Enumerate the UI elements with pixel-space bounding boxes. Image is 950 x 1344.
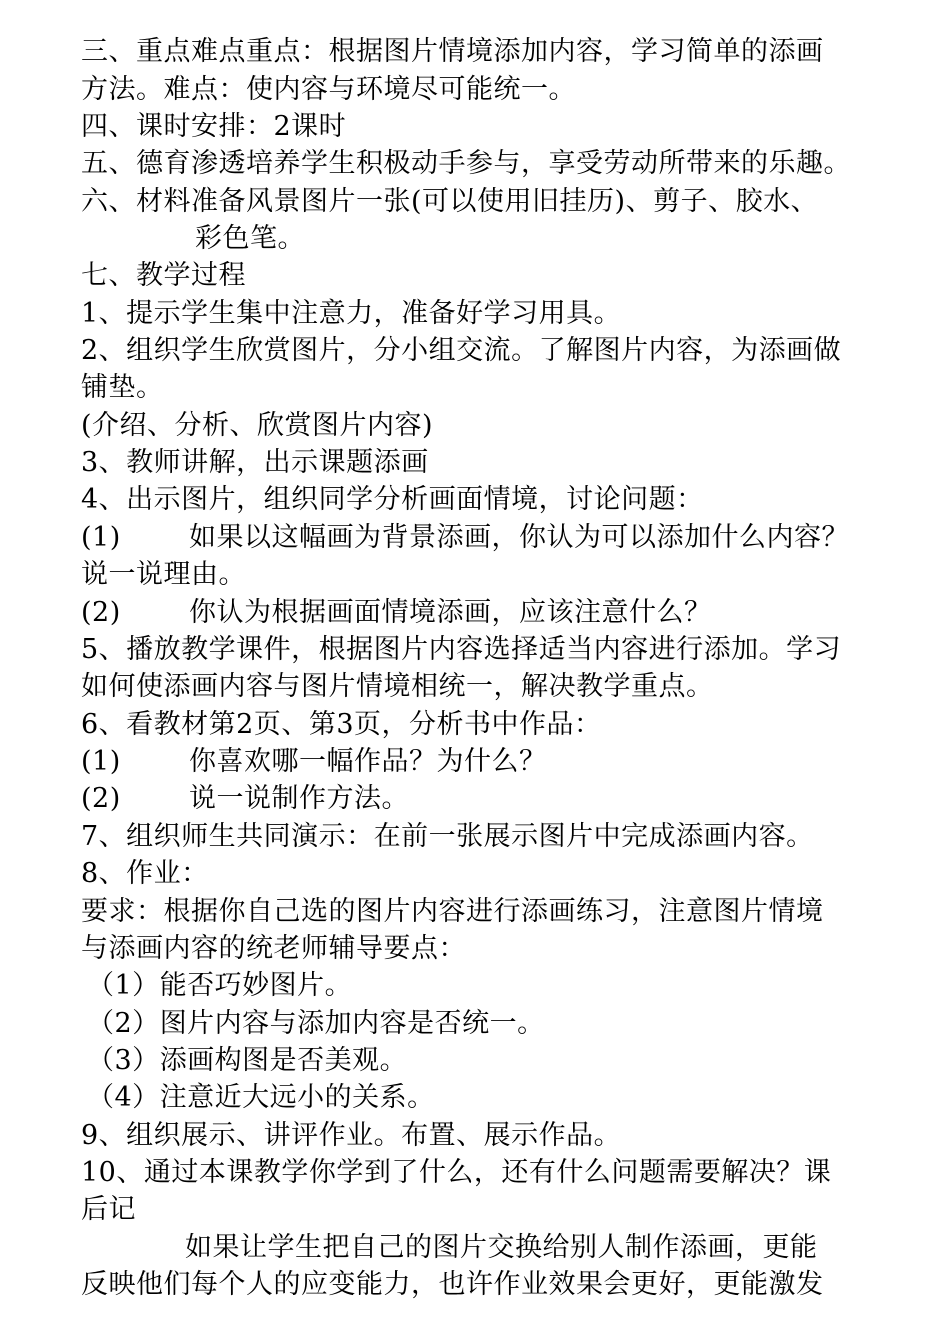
- step-4-question-1: [81, 519, 849, 556]
- point-number: （1）: [87, 970, 160, 1001]
- step-5-line-1: 5、播放教学课件，根据图片内容选择适当内容进行添加。学习: [81, 634, 842, 665]
- step-6-question-1: [81, 743, 547, 780]
- section-6-line-1: 六、材料准备风景图片一张(可以使用旧挂历)、剪子、胶水、: [81, 186, 819, 217]
- question-text: 你认为根据画面情境添画，应该注意什么？: [189, 597, 712, 628]
- point-text: 添画构图是否美观。: [159, 1045, 408, 1076]
- reflection-line-2: 反映他们每个人的应变能力，也许作业效果会更好，更能激发: [81, 1269, 824, 1300]
- step-7: 7、组织师生共同演示：在前一张展示图片中完成添画内容。: [81, 821, 814, 852]
- point-text: 能否巧妙图片。: [159, 970, 353, 1001]
- question-text: 如果以这幅画为背景添画，你认为可以添加什么内容？: [189, 522, 849, 553]
- point-number: （4）: [87, 1082, 160, 1113]
- guidance-point-1: [81, 967, 352, 1004]
- step-10-line-2: 后记: [81, 1194, 136, 1225]
- question-text: 说一说制作方法。: [189, 783, 409, 814]
- point-number: （2）: [87, 1008, 160, 1039]
- point-text: 注意近大远小的关系。: [159, 1082, 435, 1113]
- step-9: 9、组织展示、讲评作业。布置、展示作品。: [81, 1120, 622, 1151]
- question-number: (2): [81, 783, 121, 814]
- step-6: 6、看教材第2页、第3页，分析书中作品：: [81, 709, 602, 740]
- homework-requirement-line-2: 与添画内容的统老师辅导要点：: [81, 933, 466, 964]
- step-6-question-2: [81, 780, 409, 817]
- section-6-line-2: 彩色笔。: [195, 223, 305, 254]
- step-8: 8、作业：: [81, 858, 209, 889]
- question-number: (1): [81, 522, 121, 553]
- section-4: 四、课时安排：2课时: [81, 111, 347, 142]
- step-2-note: (介绍、分析、欣赏图片内容): [81, 410, 434, 441]
- section-5: 五、德育渗透培养学生积极动手参与，享受劳动所带来的乐趣。: [81, 148, 851, 179]
- guidance-point-3: [81, 1042, 407, 1079]
- section-3-line-2: 方法。难点：使内容与环境尽可能统一。: [81, 74, 576, 105]
- question-text: 你喜欢哪一幅作品？为什么？: [189, 746, 547, 777]
- question-number: (1): [81, 746, 121, 777]
- guidance-point-2: [81, 1005, 545, 1042]
- guidance-point-4: [81, 1079, 435, 1116]
- question-number: (2): [81, 597, 121, 628]
- step-2-line-2: 铺垫。: [81, 372, 164, 403]
- step-5-line-2: 如何使添画内容与图片情境相统一，解决教学重点。: [81, 671, 714, 702]
- homework-requirement-line-1: 要求：根据你自己选的图片内容进行添画练习，注意图片情境: [81, 896, 824, 927]
- step-3: 3、教师讲解，出示课题添画: [81, 447, 429, 478]
- step-4-question-2: [81, 594, 712, 631]
- section-3-line-1: 三、重点难点重点：根据图片情境添加内容，学习简单的添画: [81, 36, 824, 67]
- point-number: （3）: [87, 1045, 160, 1076]
- step-4-question-1-cont: 说一说理由。: [81, 559, 246, 590]
- reflection-line-1: 如果让学生把自己的图片交换给别人制作添画，更能: [185, 1232, 818, 1263]
- point-text: 图片内容与添加内容是否统一。: [159, 1008, 545, 1039]
- step-4: 4、出示图片，组织同学分析画面情境，讨论问题：: [81, 484, 704, 515]
- step-1: 1、提示学生集中注意力，准备好学习用具。: [81, 298, 622, 329]
- section-7-heading: 七、教学过程: [81, 260, 246, 291]
- step-2-line-1: 2、组织学生欣赏图片，分小组交流。了解图片内容，为添画做: [81, 335, 842, 366]
- step-10-line-1: 10、通过本课教学你学到了什么，还有什么问题需要解决？课: [81, 1157, 832, 1188]
